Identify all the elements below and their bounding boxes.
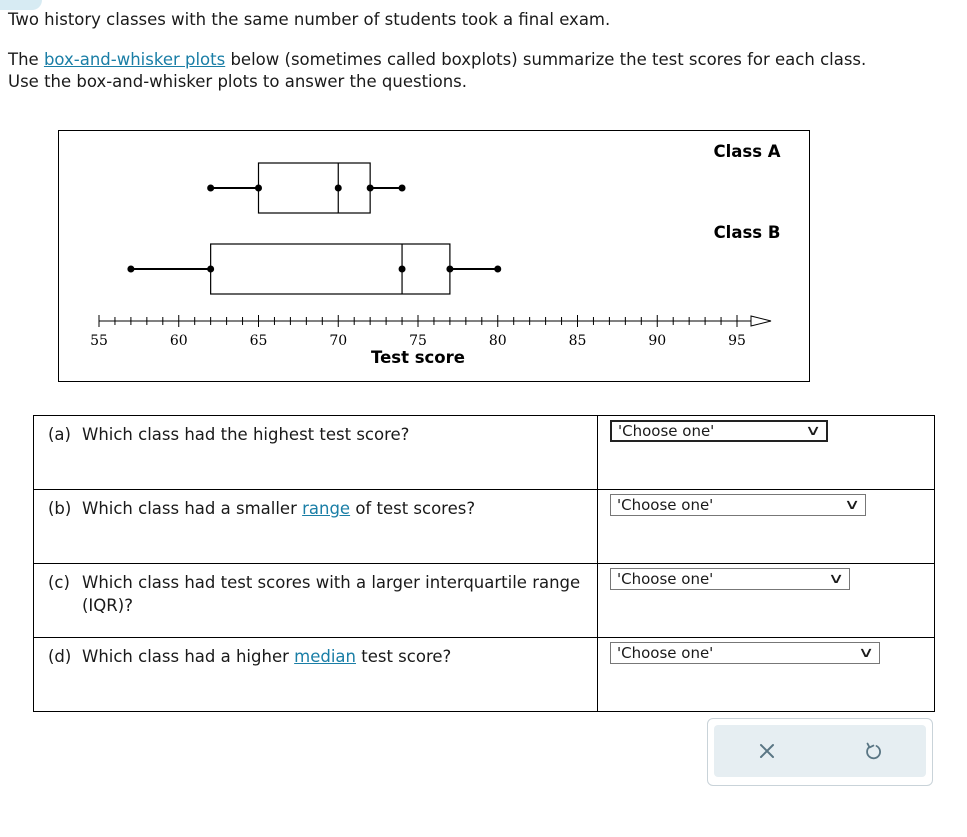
series-label: Class A bbox=[713, 142, 781, 161]
intro-paragraph bbox=[8, 49, 866, 93]
series-label: Class B bbox=[713, 223, 781, 242]
q1-point bbox=[207, 266, 214, 273]
max-point bbox=[494, 266, 501, 273]
question-text-pre: Which class had a higher bbox=[82, 647, 295, 666]
tick-label: 70 bbox=[329, 333, 348, 349]
chevron-down-icon: ∨ bbox=[804, 423, 822, 439]
intro-text bbox=[8, 9, 866, 93]
tick-label: 75 bbox=[409, 333, 427, 349]
action-bar bbox=[714, 725, 926, 777]
term-link-range[interactable]: range bbox=[302, 499, 351, 518]
undo-button[interactable] bbox=[853, 731, 893, 771]
question-text-post: of test scores? bbox=[350, 499, 476, 518]
axis-arrow bbox=[751, 316, 771, 326]
question-letter: (c) bbox=[48, 573, 70, 592]
intro-prefix: The bbox=[8, 50, 44, 69]
question-letter: (b) bbox=[48, 499, 72, 518]
answer-cell bbox=[598, 638, 935, 712]
dropdown-value: 'Choose one' bbox=[618, 422, 715, 440]
question-letter: (a) bbox=[48, 425, 71, 444]
intro-line-2: Use the box-and-whisker plots to answer the questions. bbox=[8, 72, 468, 91]
question-cell bbox=[34, 638, 598, 712]
question-row bbox=[34, 416, 935, 490]
boxplot-link[interactable]: box-and-whisker plots bbox=[43, 50, 226, 69]
median-point bbox=[335, 185, 342, 192]
tick-label: 60 bbox=[169, 333, 188, 349]
tick-label: 65 bbox=[249, 333, 268, 349]
boxplot-figure bbox=[58, 130, 810, 382]
median-point bbox=[399, 266, 406, 273]
question-cell bbox=[34, 490, 598, 564]
question-text-pre: Which class had the highest test score? bbox=[82, 425, 410, 444]
question-text bbox=[82, 497, 597, 520]
intro-line-1: Two history classes with the same number of students took a final exam. bbox=[8, 10, 611, 29]
answer-dropdown[interactable] bbox=[610, 642, 880, 664]
close-icon bbox=[758, 742, 776, 760]
undo-icon bbox=[863, 741, 883, 761]
q3-point bbox=[446, 266, 453, 273]
answer-cell bbox=[598, 416, 935, 490]
action-panel bbox=[707, 718, 933, 786]
question-cell bbox=[34, 564, 598, 638]
answer-cell bbox=[598, 564, 935, 638]
answer-dropdown[interactable] bbox=[610, 420, 828, 442]
question-row bbox=[34, 490, 935, 564]
question-text-pre: Which class had test scores with a larger interquartile range (IQR)? bbox=[82, 573, 581, 615]
chevron-down-icon: ∨ bbox=[827, 571, 845, 587]
dropdown-value: 'Choose one' bbox=[617, 570, 714, 588]
question-text bbox=[82, 645, 597, 668]
tick-label: 55 bbox=[90, 333, 108, 349]
box-iqr bbox=[211, 244, 450, 294]
min-point bbox=[207, 185, 214, 192]
q3-point bbox=[367, 185, 374, 192]
tick-label: 95 bbox=[728, 333, 746, 349]
chevron-down-icon: ∨ bbox=[843, 497, 861, 513]
intro-suffix: below (sometimes called boxplots) summarize the test scores for each class. bbox=[225, 50, 867, 69]
answer-cell bbox=[598, 490, 935, 564]
clear-button[interactable] bbox=[747, 731, 787, 771]
answer-dropdown[interactable] bbox=[610, 568, 850, 590]
dropdown-value: 'Choose one' bbox=[617, 496, 714, 514]
q1-point bbox=[255, 185, 262, 192]
tick-label: 85 bbox=[568, 333, 587, 349]
answer-dropdown[interactable] bbox=[610, 494, 866, 516]
tick-label: 80 bbox=[488, 333, 507, 349]
question-table bbox=[33, 415, 935, 712]
term-link-median[interactable]: median bbox=[294, 647, 356, 666]
dropdown-value: 'Choose one' bbox=[617, 644, 714, 662]
question-text-pre: Which class had a smaller bbox=[82, 499, 303, 518]
box-iqr bbox=[259, 163, 371, 213]
question-row bbox=[34, 638, 935, 712]
question-letter: (d) bbox=[48, 647, 72, 666]
x-axis-label: Test score bbox=[371, 348, 465, 367]
min-point bbox=[127, 266, 134, 273]
question-text bbox=[82, 423, 597, 446]
chevron-down-icon: ∨ bbox=[857, 645, 875, 661]
max-point bbox=[399, 185, 406, 192]
question-text bbox=[82, 571, 597, 617]
tick-label: 90 bbox=[648, 333, 667, 349]
boxplot-svg bbox=[59, 131, 811, 383]
question-cell bbox=[34, 416, 598, 490]
question-text-post: test score? bbox=[356, 647, 452, 666]
question-row bbox=[34, 564, 935, 638]
